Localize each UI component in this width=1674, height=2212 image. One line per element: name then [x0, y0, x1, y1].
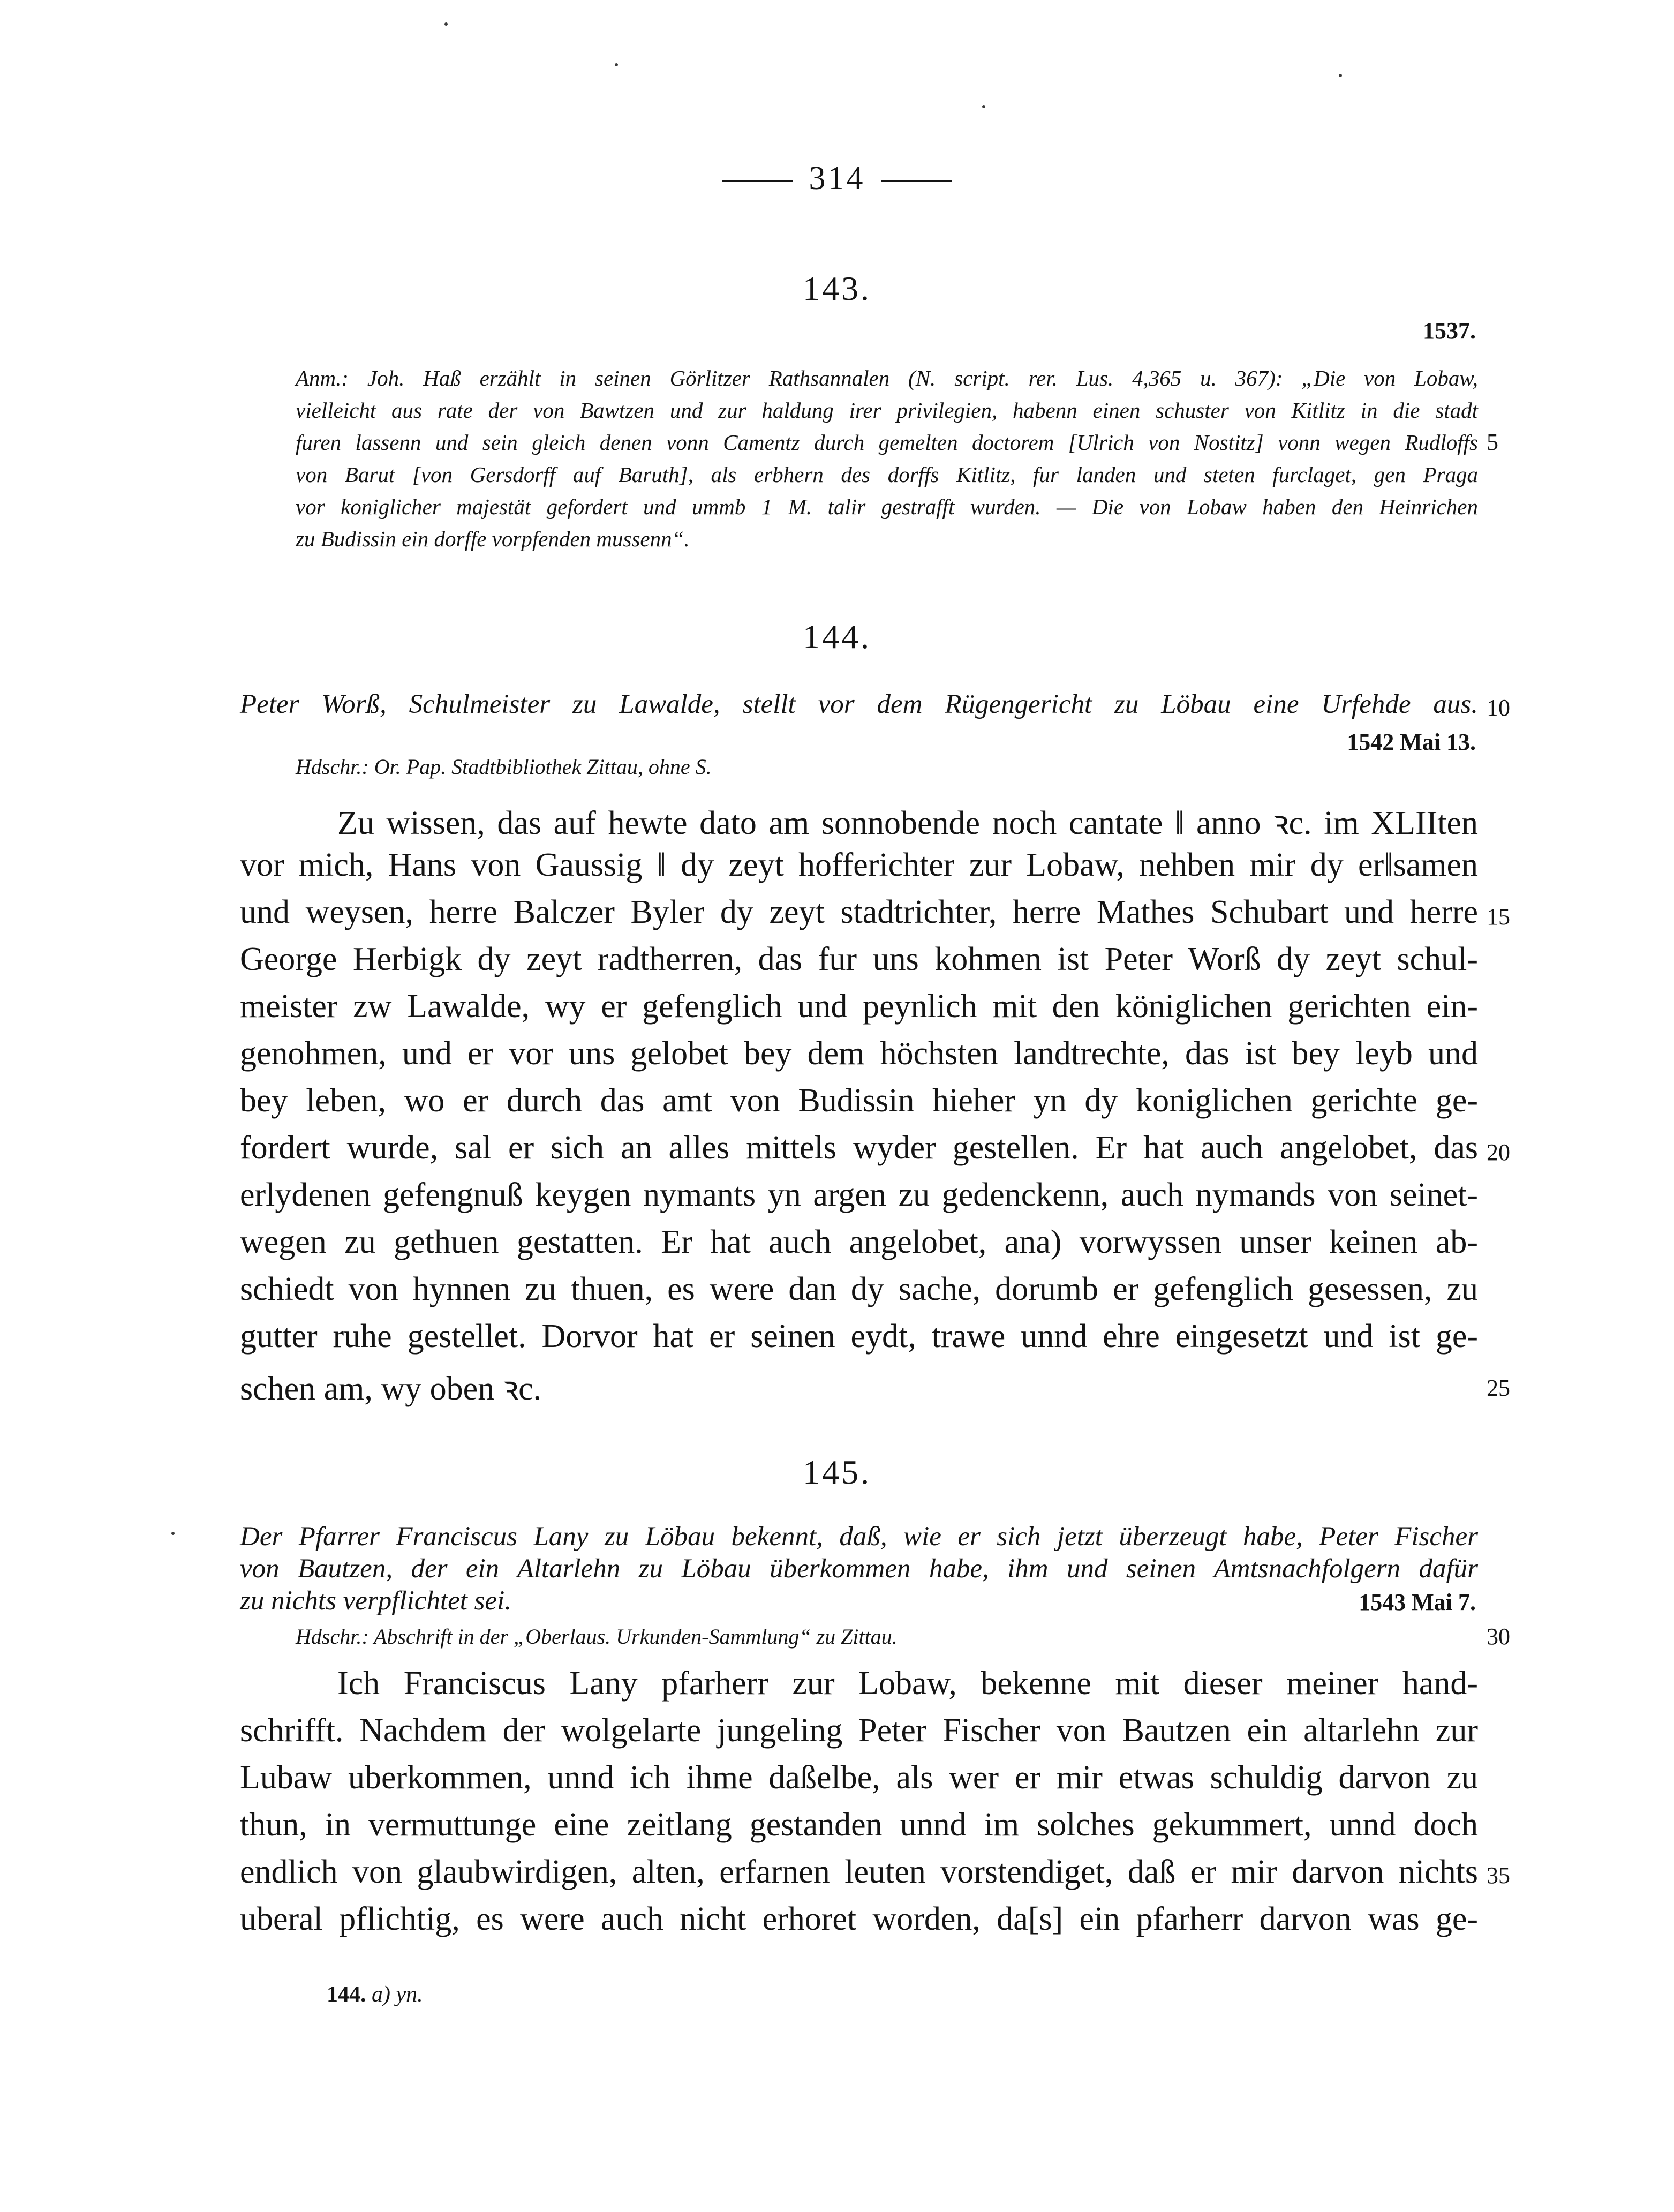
document-144-body-line: wegen zu gethuen gestatten. Er hat auch angelobet, ana) vorwyssen unser keinen ab- [240, 1224, 1478, 1260]
document-145-title-line: Der Pfarrer Franciscus Lany zu Löbau bekennt, daß, wie er sich jetzt überzeugt habe, Peter Fischer [240, 1522, 1478, 1552]
document-144-body-line: George Herbigk dy zeyt radtherren, das fur uns kohmen ist Peter Worß dy zeyt schul- [240, 941, 1478, 977]
scan-speck [444, 22, 448, 26]
scan-speck [171, 1532, 175, 1535]
document-143-note-line: vor koniglicher majestät gefordert und ummb 1 M. talir gestrafft wurden. — Die von Lobaw haben den Heinrichen [296, 494, 1478, 519]
document-144-body-line: vor mich, Hans von Gaussig ‖ dy zeyt hofferichter zur Lobaw, nehben mir dy er‖samen [240, 847, 1478, 883]
line-number-marker: 30 [1487, 1623, 1510, 1650]
line-number-marker: 10 [1487, 695, 1510, 721]
document-144-body-line: schen am, wy oben ꝛc. [240, 1371, 542, 1407]
line-number-marker: 35 [1487, 1862, 1510, 1889]
scan-speck [615, 63, 618, 66]
document-145-source: Hdschr.: Abschrift in der „Oberlaus. Urkunden-Sammlung“ zu Zittau. [296, 1624, 898, 1649]
scan-speck [982, 105, 985, 108]
document-145-body-line: schrifft. Nachdem der wolgelarte jungeling Peter Fischer von Bautzen ein altarlehn zur [240, 1712, 1478, 1749]
footnote [327, 1982, 423, 2007]
scan-speck [1339, 74, 1342, 77]
document-143-note-line: Anm.: Joh. Haß erzählt in seinen Görlitzer Rathsannalen (N. script. rer. Lus. 4,365 u. 367): „Die von Lobaw, [296, 366, 1478, 390]
document-144-title: Peter Worß, Schulmeister zu Lawalde, stellt vor dem Rügengericht zu Löbau eine Urfehde aus. [240, 689, 1478, 719]
document-145-body-line: endlich von glaubwirdigen, alten, erfarnen leuten vorstendiget, daß er mir darvon nichts [240, 1854, 1478, 1890]
document-143-number: 143. [803, 269, 871, 307]
document-145-body-line: thun, in vermuttunge eine zeitlang gestanden unnd im solches gekummert, unnd doch [240, 1807, 1478, 1843]
document-144-body-line: erlydenen gefengnuß keygen nymants yn argen zu gedenckenn, auch nymands von seinet- [240, 1177, 1478, 1213]
document-144-body-line: bey leben, wo er durch das amt von Budissin hieher yn dy koniglichen gerichte ge- [240, 1082, 1478, 1119]
document-144-body-line: meister zw Lawalde, wy er gefenglich und peynlich mit den königlichen gerichten ein- [240, 988, 1478, 1025]
line-number-marker: 15 [1487, 904, 1510, 930]
document-144-number: 144. [803, 618, 871, 656]
document-144-body-line: genohmen, und er vor uns gelobet bey dem höchsten landtrechte, das ist bey leyb und [240, 1035, 1478, 1072]
document-145-body-line: uberal pflichtig, es were auch nicht erhoret worden, da[s] ein pfarherr darvon was ge- [240, 1901, 1478, 1937]
line-number-marker: 20 [1487, 1139, 1510, 1165]
document-145-date: 1543 Mai 7. [1359, 1589, 1476, 1615]
document-145-body-line: Ich Franciscus Lany pfarherr zur Lobaw, bekenne mit dieser meiner hand- [337, 1665, 1478, 1702]
page-number-dash-right [881, 180, 952, 182]
page-number: 314 [0, 160, 1674, 198]
document-144-body-line: Zu wissen, das auf hewte dato am sonnobende noch cantate ‖ anno ꝛc. im XLIIten [337, 805, 1478, 841]
line-number-marker: 5 [1487, 429, 1498, 455]
footnote-ref: 144. [327, 1982, 366, 2007]
document-143-note-line: vielleicht aus rate der von Bawtzen und zur haldung irer privilegien, habenn einen schuster von Kitlitz in die stadt [296, 398, 1478, 423]
document-145-number: 145. [803, 1453, 871, 1491]
document-144-body-line: fordert wurde, sal er sich an alles mittels wyder gestellen. Er hat auch angelobet, das [240, 1130, 1478, 1166]
document-143-note-line: furen lassenn und sein gleich denen vonn Camentz durch gemelten doctorem [Ulrich von Nostitz] vonn wegen Rudloffs [296, 430, 1478, 455]
document-145-title-line: von Bautzen, der ein Altarlehn zu Löbau überkommen habe, ihm und seinen Amtsnachfolgern dafür [240, 1554, 1478, 1584]
document-144-body-line: und weysen, herre Balczer Byler dy zeyt stadtrichter, herre Mathes Schubart und herre [240, 894, 1478, 930]
document-144-date: 1542 Mai 13. [1347, 729, 1476, 755]
line-number-marker: 25 [1487, 1375, 1510, 1401]
document-145-title-line: zu nichts verpflichtet sei. [240, 1586, 512, 1616]
document-144-body-line: gutter ruhe gestellet. Dorvor hat er seinen eydt, trawe unnd ehre eingesetzt und ist ge- [240, 1318, 1478, 1355]
document-143-note-line: zu Budissin ein dorffe vorpfenden mussenn“. [296, 526, 690, 551]
document-144-source: Hdschr.: Or. Pap. Stadtbibliothek Zittau, ohne S. [296, 755, 712, 779]
document-145-body-line: Lubaw uberkommen, unnd ich ihme daßelbe, als wer er mir etwas schuldig darvon zu [240, 1759, 1478, 1796]
page-number-dash-left [722, 180, 793, 182]
document-144-body-line: schiedt von hynnen zu thuen, es were dan dy sache, dorumb er gefenglich gesessen, zu [240, 1271, 1478, 1307]
document-143-date: 1537. [1423, 318, 1476, 344]
footnote-text: a) yn. [372, 1982, 423, 2007]
document-143-note-line: von Barut [von Gersdorff auf Baruth], als erbhern des dorffs Kitlitz, fur landen und steten furclaget, gen Praga [296, 462, 1478, 487]
